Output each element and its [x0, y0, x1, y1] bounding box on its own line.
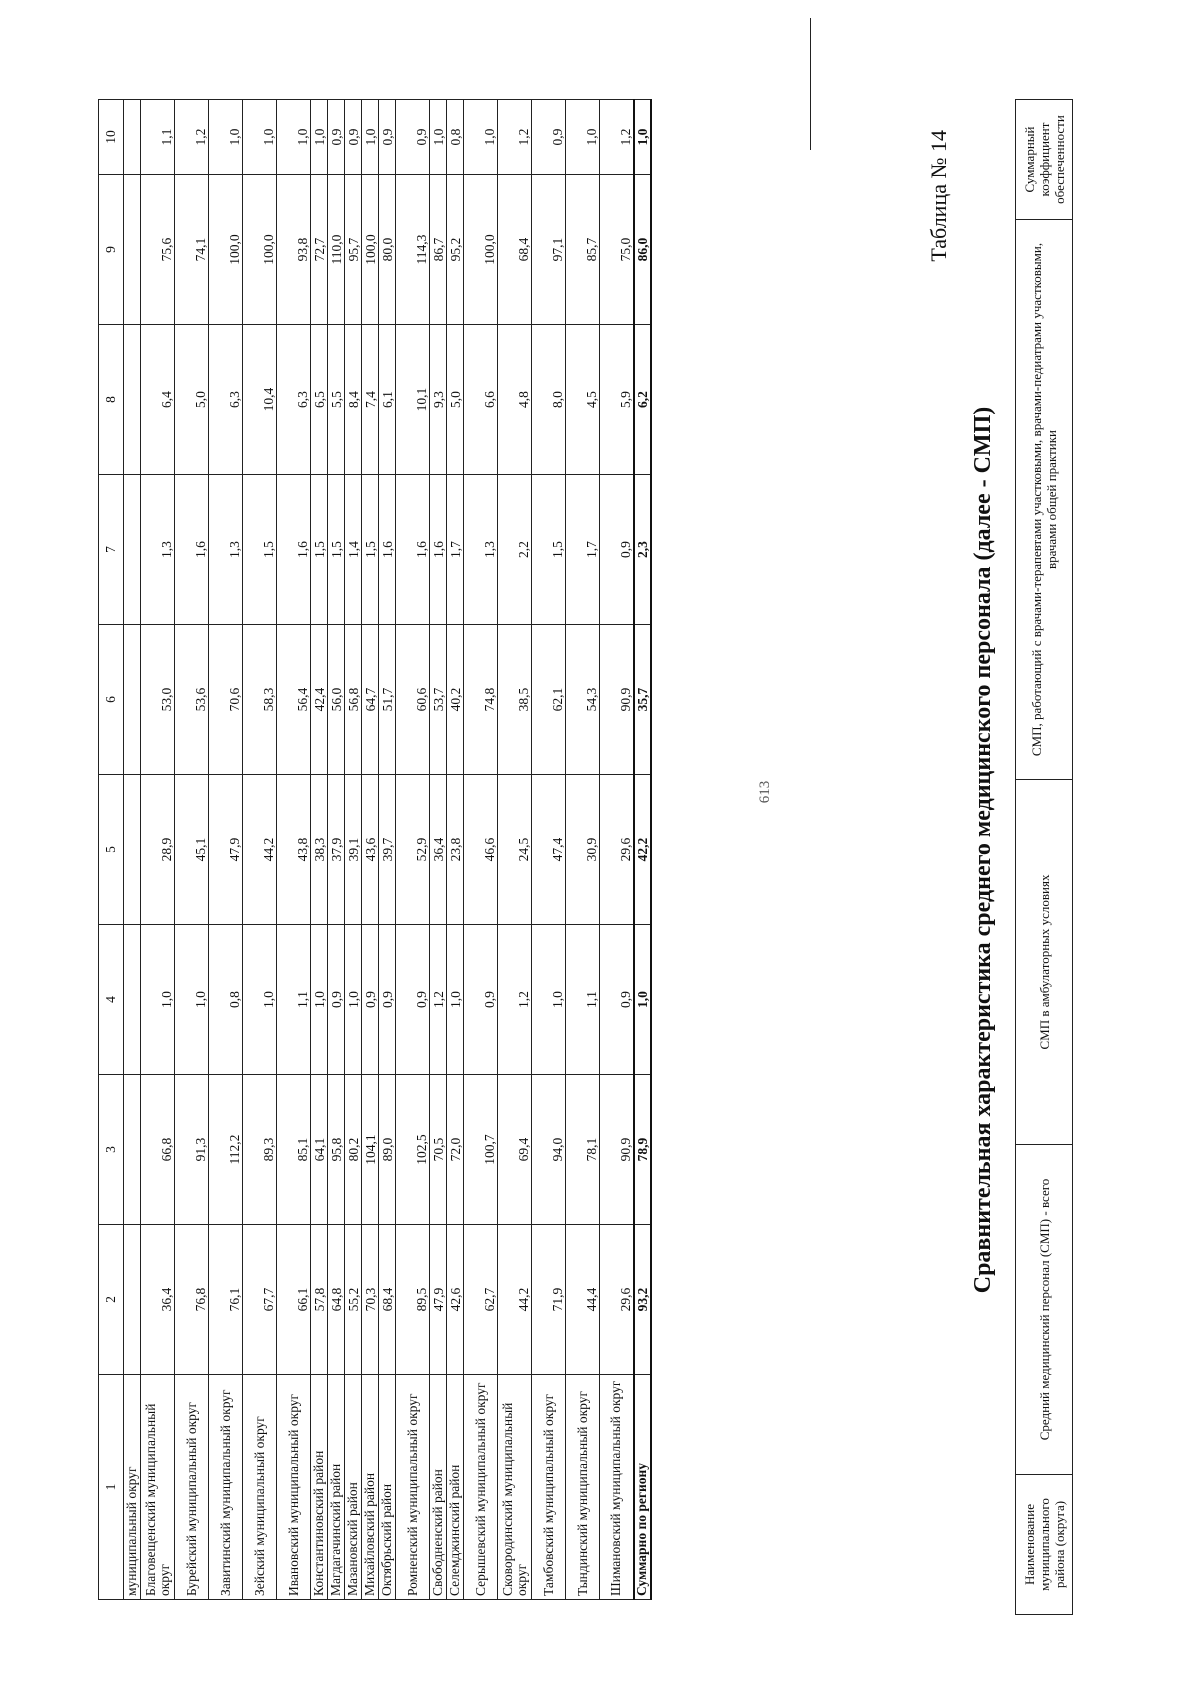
table-cell: 52,9	[396, 775, 430, 925]
district-name: Октябрьский район	[379, 1375, 396, 1600]
district-name: Свободненский район	[430, 1375, 447, 1600]
table-cell: 1,0	[634, 925, 651, 1075]
table-row	[345, 100, 362, 1600]
table-cell: 100,0	[362, 175, 379, 325]
district-name: Ромненский муниципальный округ	[396, 1375, 430, 1600]
table-cell: 0,9	[379, 100, 396, 175]
table-cell: 1,1	[141, 100, 175, 175]
table-cell: 43,6	[362, 775, 379, 925]
table-cell: 112,2	[209, 1075, 243, 1225]
table-cell: 42,4	[311, 625, 328, 775]
table-cell: 8,4	[345, 325, 362, 475]
table-cell: 100,0	[209, 175, 243, 325]
table-cell: 1,0	[311, 100, 328, 175]
table-cell: 1,2	[498, 925, 532, 1075]
table-cell: 74,8	[464, 625, 498, 775]
table-cell	[124, 775, 141, 925]
table-cell: 1,3	[141, 475, 175, 625]
table-cell: 66,8	[141, 1075, 175, 1225]
table-cell: 86,0	[634, 175, 651, 325]
table-cell: 39,7	[379, 775, 396, 925]
table-cell: 53,7	[430, 625, 447, 775]
table-cell: 78,9	[634, 1075, 651, 1225]
table-cell: 70,6	[209, 625, 243, 775]
table-cell: 60,6	[396, 625, 430, 775]
table-row	[396, 100, 430, 1600]
table-cell: 114,3	[396, 175, 430, 325]
table-cell: 1,0	[634, 100, 651, 175]
table-cell: 45,1	[175, 775, 209, 925]
table-cell: 66,1	[277, 1225, 311, 1375]
table-cell: 0,9	[328, 100, 345, 175]
table-cell: 39,1	[345, 775, 362, 925]
table-cell: 6,2	[634, 325, 651, 475]
table-cell: 97,1	[532, 175, 566, 325]
table-cell: 0,9	[379, 925, 396, 1075]
table-row	[430, 100, 447, 1600]
header-district-name: Наименование муниципального района (округа)	[1016, 1475, 1073, 1615]
table-row	[362, 100, 379, 1600]
table-cell: 100,0	[464, 175, 498, 325]
table-cell: 10,4	[243, 325, 277, 475]
table-cell: 55,2	[345, 1225, 362, 1375]
table-cell: 38,5	[498, 625, 532, 775]
table-cell: 57,8	[311, 1225, 328, 1375]
column-number: 1	[99, 1375, 124, 1600]
table-cell: 37,9	[328, 775, 345, 925]
table-cell: 0,9	[464, 925, 498, 1075]
table-cell: 56,4	[277, 625, 311, 775]
table-cell: 1,0	[566, 100, 600, 175]
table-cell: 44,2	[243, 775, 277, 925]
table-cell: 44,4	[566, 1225, 600, 1375]
table-cell: 90,9	[600, 1075, 634, 1225]
table-cell: 47,9	[209, 775, 243, 925]
table-cell: 1,0	[243, 925, 277, 1075]
table-cell: 62,7	[464, 1225, 498, 1375]
table-cell: 6,3	[277, 325, 311, 475]
district-name: Суммарно по региону	[634, 1375, 651, 1600]
column-number: 4	[99, 925, 124, 1075]
table-cell: 89,0	[379, 1075, 396, 1225]
table-cell	[124, 175, 141, 325]
table-cell: 1,0	[311, 925, 328, 1075]
table-cell: 1,0	[345, 925, 362, 1075]
table-row	[175, 100, 209, 1600]
table-cell: 28,9	[141, 775, 175, 925]
table-cell: 69,4	[498, 1075, 532, 1225]
table-row	[498, 100, 532, 1600]
table-cell: 36,4	[430, 775, 447, 925]
table-cell: 80,0	[379, 175, 396, 325]
next-table-header	[1015, 99, 1073, 1615]
table-cell: 42,6	[447, 1225, 464, 1375]
table-cell: 1,5	[362, 475, 379, 625]
table-cell: 85,7	[566, 175, 600, 325]
page-number: 613	[757, 780, 773, 804]
table-row	[379, 100, 396, 1600]
table-cell: 42,2	[634, 775, 651, 925]
table-cell: 72,7	[311, 175, 328, 325]
table-cell: 0,9	[396, 100, 430, 175]
header-total-coefficient: Суммарный коэффициент обеспеченности	[1016, 100, 1073, 220]
table-cell: 8,0	[532, 325, 566, 475]
table-row	[532, 100, 566, 1600]
table-cell: 68,4	[379, 1225, 396, 1375]
table-cell: 1,6	[277, 475, 311, 625]
table-cell: 95,8	[328, 1075, 345, 1225]
table-cell: 95,2	[447, 175, 464, 325]
table-row	[447, 100, 464, 1600]
table-cell: 68,4	[498, 175, 532, 325]
table-cell: 89,3	[243, 1075, 277, 1225]
table-cell: 29,6	[600, 775, 634, 925]
table-cell	[124, 625, 141, 775]
table-cell: 64,1	[311, 1075, 328, 1225]
table-cell: 0,8	[447, 100, 464, 175]
table-cell: 1,6	[379, 475, 396, 625]
table-row	[243, 100, 277, 1600]
table-cell: 2,2	[498, 475, 532, 625]
table-cell: 0,9	[328, 925, 345, 1075]
column-number: 7	[99, 475, 124, 625]
table-cell: 1,3	[464, 475, 498, 625]
table-cell	[124, 475, 141, 625]
table-cell: 1,1	[566, 925, 600, 1075]
table-cell: 6,5	[311, 325, 328, 475]
table-cell: 76,1	[209, 1225, 243, 1375]
table-cell: 53,0	[141, 625, 175, 775]
table-cell: 36,4	[141, 1225, 175, 1375]
table-row	[600, 100, 634, 1600]
table-cell: 58,3	[243, 625, 277, 775]
column-number: 6	[99, 625, 124, 775]
table-cell: 1,0	[175, 925, 209, 1075]
table-cell: 72,0	[447, 1075, 464, 1225]
table-cell: 1,0	[141, 925, 175, 1075]
table-cell: 64,7	[362, 625, 379, 775]
district-name: Магдагачинский район	[328, 1375, 345, 1600]
table-cell: 100,7	[464, 1075, 498, 1225]
table-row	[566, 100, 600, 1600]
table-cell: 24,5	[498, 775, 532, 925]
table-cell: 86,7	[430, 175, 447, 325]
district-name: Зейский муниципальный округ	[243, 1375, 277, 1600]
table-cell: 53,6	[175, 625, 209, 775]
table-cell	[124, 1225, 141, 1375]
table-cell: 9,3	[430, 325, 447, 475]
table-cell: 94,0	[532, 1075, 566, 1225]
district-name: Тындинский муниципальный округ	[566, 1375, 600, 1600]
district-name: Селемджинский район	[447, 1375, 464, 1600]
table-cell: 5,9	[600, 325, 634, 475]
table-cell: 47,9	[430, 1225, 447, 1375]
table-cell: 4,5	[566, 325, 600, 475]
district-name: Бурейский муниципальный округ	[175, 1375, 209, 1600]
table-cell: 38,3	[311, 775, 328, 925]
table-cell: 1,5	[328, 475, 345, 625]
table-caption: Таблица № 14	[926, 130, 951, 262]
table-cell: 51,7	[379, 625, 396, 775]
table-cell: 1,0	[209, 100, 243, 175]
header-smp-total: Средний медицинский персонал (СМП) - всего	[1016, 1145, 1073, 1475]
column-number: 3	[99, 1075, 124, 1225]
district-name: Благовещенский муниципальный округ	[141, 1375, 175, 1600]
table-cell: 7,4	[362, 325, 379, 475]
table-cell: 6,4	[141, 325, 175, 475]
table-cell: 0,9	[532, 100, 566, 175]
table-cell: 1,6	[430, 475, 447, 625]
table-cell: 1,2	[600, 100, 634, 175]
table-row	[328, 100, 345, 1600]
column-number-row	[99, 100, 124, 1600]
table-row	[141, 100, 175, 1600]
district-name: Сковородинский муниципальный округ	[498, 1375, 532, 1600]
table-cell: 100,0	[243, 175, 277, 325]
table-cell: 1,0	[447, 925, 464, 1075]
table-cell: 1,6	[396, 475, 430, 625]
table-cell: 70,5	[430, 1075, 447, 1225]
table-row	[209, 100, 243, 1600]
table-cell: 1,3	[209, 475, 243, 625]
table-cell: 40,2	[447, 625, 464, 775]
table-cell: 62,1	[532, 625, 566, 775]
table-cell	[124, 1075, 141, 1225]
table-cell: 29,6	[600, 1225, 634, 1375]
total-row	[634, 100, 651, 1600]
table-cell: 0,9	[600, 475, 634, 625]
table-cell: 35,7	[634, 625, 651, 775]
table-cell: 1,0	[243, 100, 277, 175]
table-cell: 74,1	[175, 175, 209, 325]
table-cell: 5,0	[175, 325, 209, 475]
header-smp-ambulatory: СМП в амбулаторных условиях	[1016, 780, 1073, 1145]
table-cell: 1,2	[430, 925, 447, 1075]
table-cell	[124, 100, 141, 175]
table-cell: 110,0	[328, 175, 345, 325]
table-cell: 1,2	[175, 100, 209, 175]
table-cell: 85,1	[277, 1075, 311, 1225]
table-cell: 67,7	[243, 1225, 277, 1375]
table-cell	[124, 925, 141, 1075]
table-cell: 56,8	[345, 625, 362, 775]
table-cell: 104,1	[362, 1075, 379, 1225]
table-cell: 1,6	[175, 475, 209, 625]
table-cell: 6,3	[209, 325, 243, 475]
table-cell: 89,5	[396, 1225, 430, 1375]
table-cell: 0,8	[209, 925, 243, 1075]
table-cell: 93,2	[634, 1225, 651, 1375]
district-name: Тамбовский муниципальный округ	[532, 1375, 566, 1600]
table-cell: 0,9	[362, 925, 379, 1075]
table-cell: 0,9	[345, 100, 362, 175]
table-cell: 44,2	[498, 1225, 532, 1375]
table-cell: 43,8	[277, 775, 311, 925]
table-cell: 1,2	[498, 100, 532, 175]
table-cell: 1,0	[532, 925, 566, 1075]
table-cell: 80,2	[345, 1075, 362, 1225]
district-name: Серышевский муниципальный округ	[464, 1375, 498, 1600]
table-cell: 75,6	[141, 175, 175, 325]
table-cell: 75,0	[600, 175, 634, 325]
table-cell: 91,3	[175, 1075, 209, 1225]
table-cell: 1,0	[277, 100, 311, 175]
table-cell: 1,4	[345, 475, 362, 625]
table-cell: 56,0	[328, 625, 345, 775]
table-cell: 64,8	[328, 1225, 345, 1375]
rotated-sheet	[20, 100, 1080, 1660]
district-name: Михайловский район	[362, 1375, 379, 1600]
table-title: Сравнительная характеристика среднего медицинского персонала (далее - СМП)	[970, 406, 996, 1294]
district-name: муниципальный округ	[124, 1375, 141, 1600]
table-row	[464, 100, 498, 1600]
table-cell: 1,5	[311, 475, 328, 625]
district-name: Константиновский район	[311, 1375, 328, 1600]
table-cell: 5,5	[328, 325, 345, 475]
table-cell: 1,7	[566, 475, 600, 625]
table-cell: 46,6	[464, 775, 498, 925]
table-cell: 0,9	[396, 925, 430, 1075]
table-cell: 10,1	[396, 325, 430, 475]
table-cell: 1,0	[362, 100, 379, 175]
table-cell: 78,1	[566, 1075, 600, 1225]
table-cell: 1,0	[430, 100, 447, 175]
district-name: Завитинский муниципальный округ	[209, 1375, 243, 1600]
table-cell: 1,7	[447, 475, 464, 625]
table-cell: 5,0	[447, 325, 464, 475]
column-number: 5	[99, 775, 124, 925]
table-cell: 2,3	[634, 475, 651, 625]
table-cell: 93,8	[277, 175, 311, 325]
district-name: Мазановский район	[345, 1375, 362, 1600]
table-row	[277, 100, 311, 1600]
table-cell: 1,0	[464, 100, 498, 175]
district-name: Шимановский муниципальный округ	[600, 1375, 634, 1600]
header-smp-district-doctors: СМП, работающий с врачами-терапевтами участковыми, врачами-педиатрами участковыми, врачами общей практики	[1016, 220, 1073, 780]
table-cell: 1,1	[277, 925, 311, 1075]
table-cell	[124, 325, 141, 475]
table-cell: 71,9	[532, 1225, 566, 1375]
table-row	[124, 100, 141, 1600]
table-cell: 23,8	[447, 775, 464, 925]
column-number: 10	[99, 100, 124, 175]
table-cell: 4,8	[498, 325, 532, 475]
table-cell: 90,9	[600, 625, 634, 775]
table-cell: 47,4	[532, 775, 566, 925]
table-cell: 6,1	[379, 325, 396, 475]
table-cell: 6,6	[464, 325, 498, 475]
table-cell: 30,9	[566, 775, 600, 925]
table-cell: 76,8	[175, 1225, 209, 1375]
staff-comparison-table	[98, 99, 652, 1600]
table-cell: 70,3	[362, 1225, 379, 1375]
table-cell: 0,9	[600, 925, 634, 1075]
column-number: 2	[99, 1225, 124, 1375]
table-row	[311, 100, 328, 1600]
column-number: 9	[99, 175, 124, 325]
table-cell: 1,5	[243, 475, 277, 625]
table-cell: 1,5	[532, 475, 566, 625]
table-cell: 102,5	[396, 1075, 430, 1225]
district-name: Ивановский муниципальный округ	[277, 1375, 311, 1600]
table-cell: 95,7	[345, 175, 362, 325]
column-number: 8	[99, 325, 124, 475]
table-cell: 54,3	[566, 625, 600, 775]
